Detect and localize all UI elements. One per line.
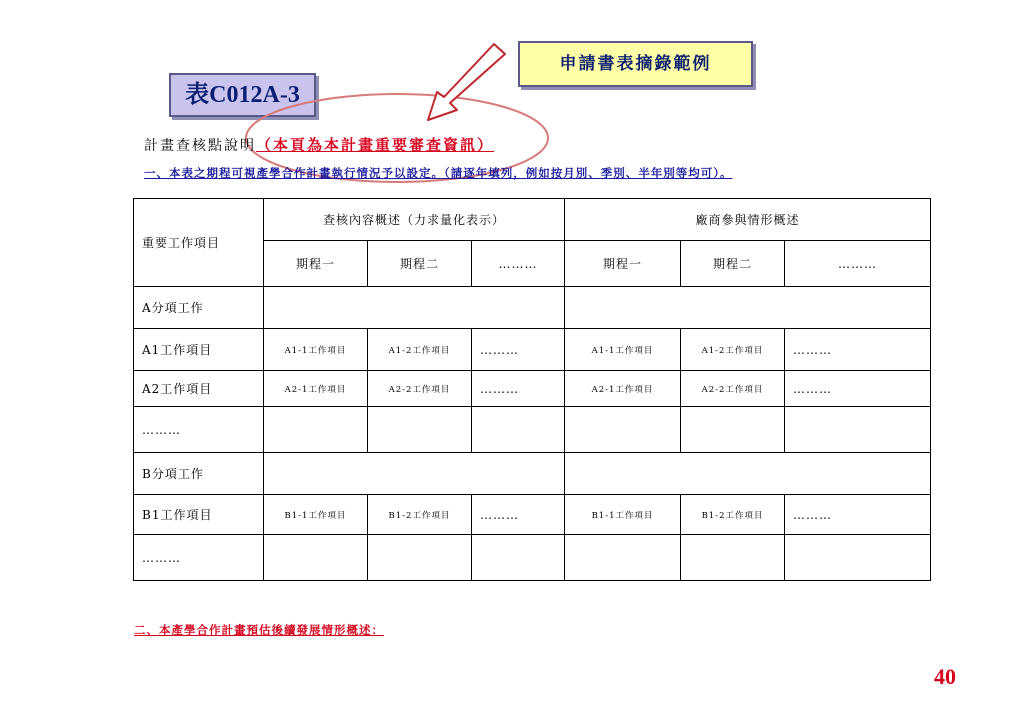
footer-line: 二、本產學合作計畫預估後續發展情形概述： xyxy=(134,623,384,637)
empty-cell xyxy=(264,535,368,581)
intro-line xyxy=(144,134,494,155)
empty-cell xyxy=(472,407,565,453)
header-vendor-period-2: 期程二 xyxy=(681,241,785,287)
section-vendor-cell xyxy=(565,287,931,329)
section-content-cell xyxy=(264,453,565,495)
table-row xyxy=(134,329,931,371)
cell-d1: B1-1工作項目 xyxy=(565,495,681,535)
empty-cell xyxy=(264,407,368,453)
cell-c1: B1-1工作項目 xyxy=(264,495,368,535)
intro-highlight: （本頁為本計畫重要審查資訊） xyxy=(256,136,495,154)
row-label: ……… xyxy=(134,407,264,453)
header-work-item: 重要工作項目 xyxy=(134,199,264,287)
table-row xyxy=(134,407,931,453)
empty-cell xyxy=(565,535,681,581)
empty-cell xyxy=(681,535,785,581)
cell-d3: ……… xyxy=(785,329,931,371)
form-label: 表C012A-3 xyxy=(169,73,316,117)
header-vendor-period-1: 期程一 xyxy=(565,241,681,287)
checkpoint-table xyxy=(133,198,931,581)
empty-cell xyxy=(785,407,931,453)
table-row xyxy=(134,535,931,581)
cell-c3: ……… xyxy=(472,371,565,407)
cell-d1: A2-1工作項目 xyxy=(565,371,681,407)
cell-d1: A1-1工作項目 xyxy=(565,329,681,371)
table-row xyxy=(134,287,931,329)
callout-box: 申請書表摘錄範例 xyxy=(518,41,753,87)
cell-c3: ……… xyxy=(472,329,565,371)
cell-c1: A1-1工作項目 xyxy=(264,329,368,371)
section-vendor-cell xyxy=(565,453,931,495)
row-label: A1工作項目 xyxy=(134,329,264,371)
empty-cell xyxy=(368,407,472,453)
row-label: B1工作項目 xyxy=(134,495,264,535)
arrow-icon xyxy=(428,44,505,120)
header-vendor-participation: 廠商參與情形概述 xyxy=(565,199,931,241)
cell-d3: ……… xyxy=(785,371,931,407)
cell-c3: ……… xyxy=(472,495,565,535)
header-period-more: ……… xyxy=(472,241,565,287)
header-vendor-period-more: ……… xyxy=(785,241,931,287)
row-label: B分項工作 xyxy=(134,453,264,495)
intro-prefix: 計畫查核點說明 xyxy=(144,138,256,154)
cell-c2: B1-2工作項目 xyxy=(368,495,472,535)
cell-d2: A1-2工作項目 xyxy=(681,329,785,371)
cell-d2: A2-2工作項目 xyxy=(681,371,785,407)
empty-cell xyxy=(565,407,681,453)
section-content-cell xyxy=(264,287,565,329)
empty-cell xyxy=(368,535,472,581)
cell-c2: A1-2工作項目 xyxy=(368,329,472,371)
header-period-1: 期程一 xyxy=(264,241,368,287)
cell-c1: A2-1工作項目 xyxy=(264,371,368,407)
header-period-2: 期程二 xyxy=(368,241,472,287)
row-label: A2工作項目 xyxy=(134,371,264,407)
empty-cell xyxy=(681,407,785,453)
cell-d2: B1-2工作項目 xyxy=(681,495,785,535)
row-label: ……… xyxy=(134,535,264,581)
empty-cell xyxy=(472,535,565,581)
table-row xyxy=(134,453,931,495)
row-label: A分項工作 xyxy=(134,287,264,329)
note-line: 一、本表之期程可視產學合作計畫執行情況予以設定。（請逐年填列，例如按月別、季別、半年別等均可）。 xyxy=(144,166,733,180)
table-row xyxy=(134,371,931,407)
cell-d3: ……… xyxy=(785,495,931,535)
table-row xyxy=(134,495,931,535)
page-number: 40 xyxy=(934,664,956,689)
cell-c2: A2-2工作項目 xyxy=(368,371,472,407)
empty-cell xyxy=(785,535,931,581)
header-check-content: 查核內容概述（力求量化表示） xyxy=(264,199,565,241)
